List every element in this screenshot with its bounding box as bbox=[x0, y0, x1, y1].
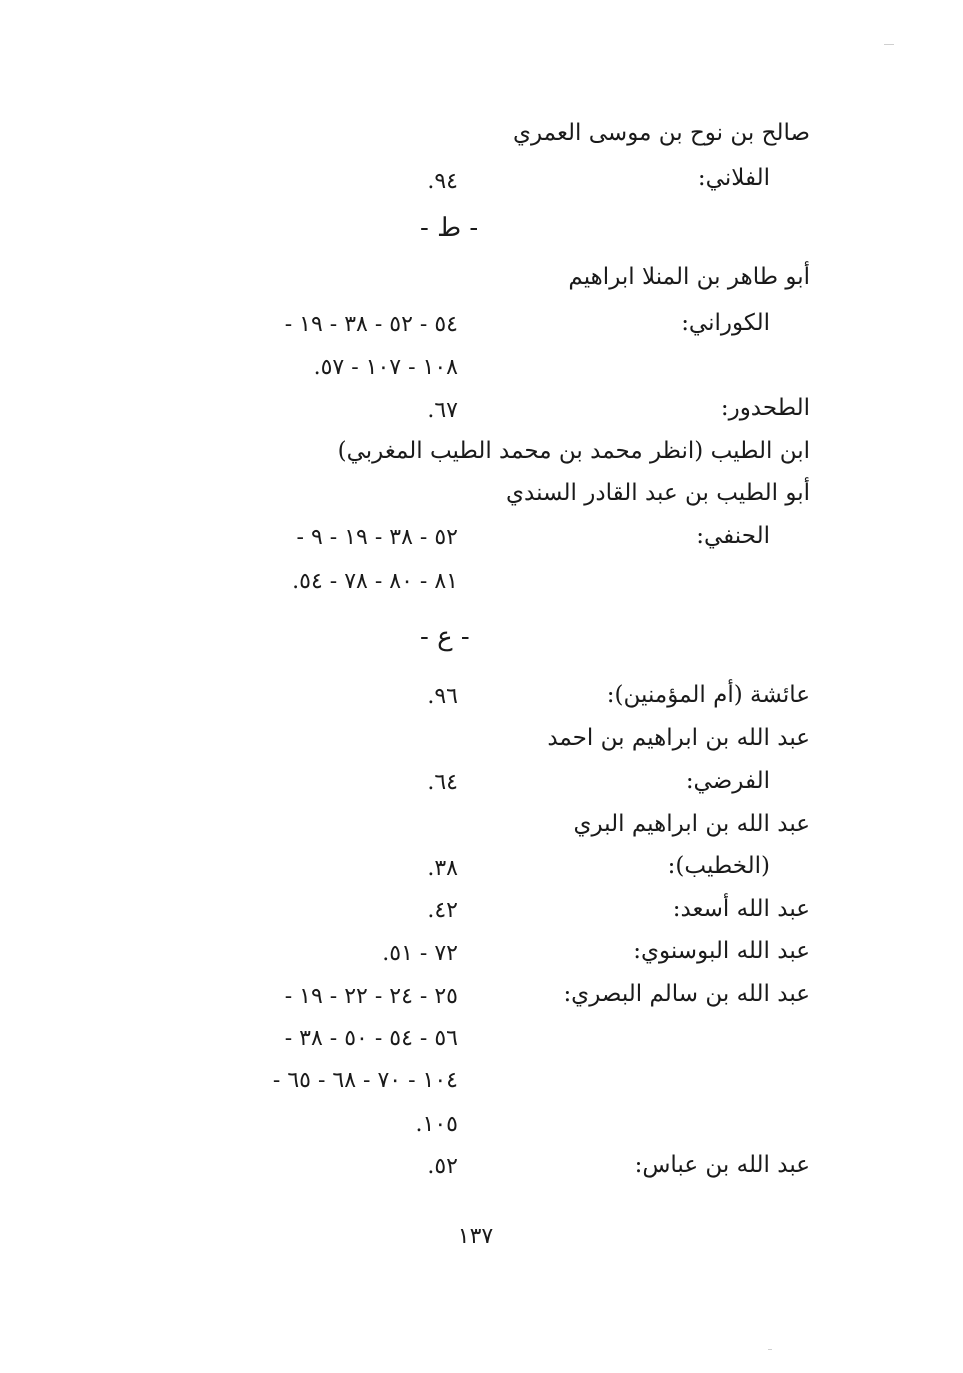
entry-label: عبد الله بن سالم البصري: bbox=[563, 981, 810, 1007]
entry-refs-continued: - ٥٦ - ٥٤ - ٥٠ - ٣٨ bbox=[284, 1026, 458, 1051]
entry-label: عبد الله البوسنوي: bbox=[633, 938, 810, 964]
entry-refs: .٦٤ bbox=[427, 770, 458, 795]
entry-refs-continued: .١٠٨ - ١٠٧ - ٥٧ bbox=[313, 355, 458, 380]
entry-refs: .٤٢ bbox=[427, 898, 458, 923]
entry-label: عائشة (أم المؤمنين): bbox=[606, 682, 810, 708]
entry-refs: .٩٤ bbox=[427, 169, 458, 194]
entry-refs: - ٥٤ - ٥٢ - ٣٨ - ١٩ bbox=[284, 312, 458, 337]
entry-label: الفرضي: bbox=[685, 768, 770, 794]
letter-heading-ta: - ط - bbox=[420, 213, 479, 243]
entry-refs: .٩٦ bbox=[427, 684, 458, 709]
entry-name: أبو الطيب بن عبد القادر السندي bbox=[506, 480, 810, 506]
entry-refs: .٥٢ bbox=[427, 1154, 458, 1179]
entry-refs-continued: .١٠٥ bbox=[415, 1112, 458, 1137]
entry-label: عبد الله أسعد: bbox=[672, 896, 810, 922]
entry-refs: - ٥٢ - ٣٨ - ١٩ - ٩ bbox=[296, 525, 458, 550]
letter-heading-ain: - ع - bbox=[420, 622, 470, 652]
entry-refs: .٦٧ bbox=[427, 398, 458, 423]
entry-label: الطحدور: bbox=[720, 395, 810, 421]
entry-label: الكوراني: bbox=[681, 310, 770, 336]
page-number: ١٣٧ bbox=[457, 1224, 494, 1249]
entry-name: صالح بن نوح بن موسى العمري bbox=[512, 120, 810, 146]
entry-label: الحنفي: bbox=[696, 523, 770, 549]
entry-name: أبو طاهر بن المنلا ابراهيم bbox=[568, 264, 810, 290]
entry-refs: - ٢٥ - ٢٤ - ٢٢ - ١٩ bbox=[284, 984, 458, 1009]
entry-name: ابن الطيب (انظر محمد بن محمد الطيب المغربي) bbox=[337, 438, 810, 464]
entry-refs-continued: - ١٠٤ - ٧٠ - ٦٨ - ٦٥ bbox=[272, 1068, 458, 1093]
entry-refs: .٣٨ bbox=[427, 856, 458, 881]
entry-label: عبد الله بن عباس: bbox=[634, 1152, 810, 1178]
entry-name: عبد الله بن ابراهيم بن احمد bbox=[547, 725, 810, 751]
corner-mark bbox=[884, 44, 894, 45]
entry-refs: .٧٢ - ٥١ bbox=[382, 941, 458, 966]
entry-label: (الخطيب): bbox=[667, 853, 770, 879]
entry-name: عبد الله بن ابراهيم البري bbox=[573, 811, 810, 837]
corner-mark bbox=[768, 1349, 772, 1350]
entry-refs-continued: .٨١ - ٨٠ - ٧٨ - ٥٤ bbox=[292, 569, 458, 594]
entry-label: الفلاني: bbox=[697, 165, 770, 191]
